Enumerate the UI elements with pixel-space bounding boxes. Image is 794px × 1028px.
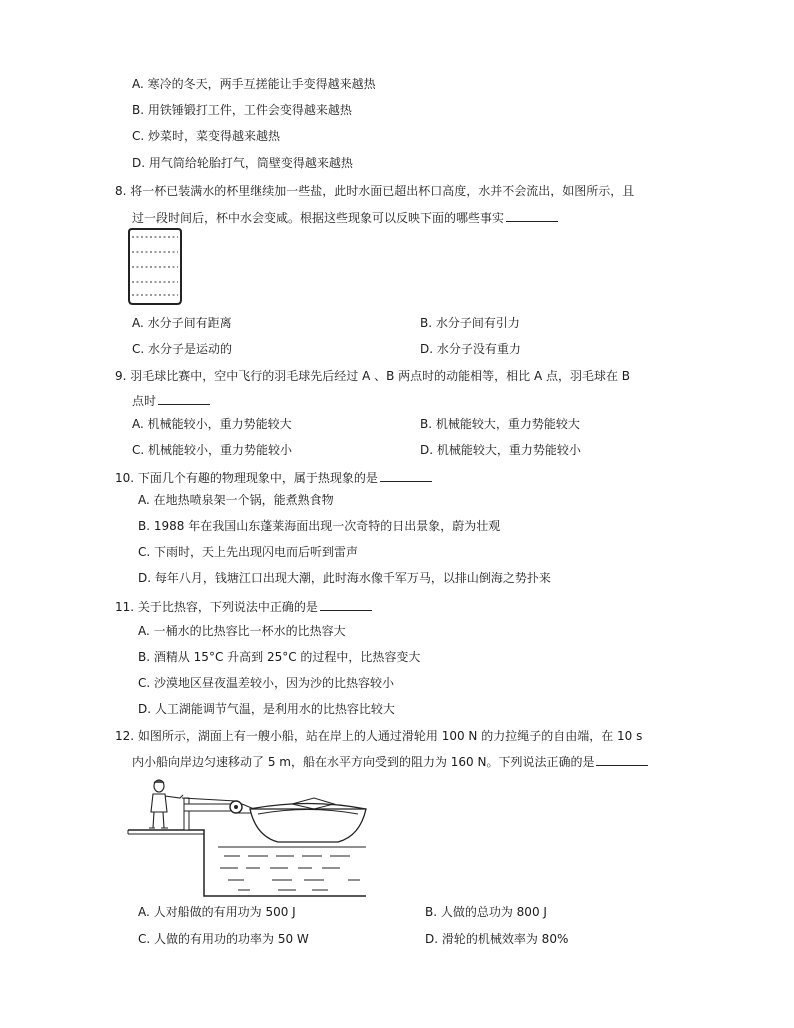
- pulley-beam: [184, 804, 234, 811]
- post: [184, 798, 189, 830]
- q8-option-b: B. 水分子间有引力: [420, 316, 520, 330]
- q11-option-b: B. 酒精从 15°C 升高到 25°C 的过程中，比热容变大: [138, 650, 421, 664]
- q7-option-d: D. 用气筒给轮胎打气，筒壁变得越来越热: [132, 156, 353, 170]
- boat: [250, 798, 366, 842]
- q12-option-a: A. 人对船做的有用功为 500 J: [138, 905, 296, 919]
- q10-option-c: C. 下雨时，天上先出现闪电而后听到雷声: [138, 545, 359, 559]
- q7-option-c: C. 炒菜时，菜变得越来越热: [132, 129, 281, 143]
- answer-blank: [596, 753, 648, 766]
- q10-option-d: D. 每年八月，钱塘江口出现大潮，此时海水像千军万马，以排山倒海之势扑来: [138, 571, 551, 585]
- q8-stem-line2: 过一段时间后，杯中水会变咸。根据这些现象可以反映下面的哪些事实: [132, 209, 558, 226]
- q12-option-b: B. 人做的总功为 800 J: [425, 905, 547, 919]
- q7-option-a: A. 寒冷的冬天，两手互搓能让手变得越来越热: [132, 77, 376, 91]
- q10-option-b: B. 1988 年在我国山东蓬莱海面出现一次奇特的日出景象，蔚为壮观: [138, 519, 501, 533]
- q12-option-d: D. 滑轮的机械效率为 80%: [425, 932, 569, 946]
- answer-blank: [320, 598, 372, 611]
- answer-blank: [380, 469, 432, 482]
- q9-option-b: B. 机械能较大，重力势能较大: [420, 417, 580, 431]
- q8-option-d: D. 水分子没有重力: [420, 342, 521, 356]
- q11-option-a: A. 一桶水的比热容比一杯水的比热容大: [138, 624, 346, 638]
- q9-stem-line1: 9. 羽毛球比赛中，空中飞行的羽毛球先后经过 A 、B 两点时的动能相等，相比 A 点，羽毛球在 B: [115, 369, 631, 383]
- q11-option-d: D. 人工湖能调节气温，是利用水的比热容比较大: [138, 702, 395, 716]
- rope: [182, 798, 236, 801]
- q9-option-d: D. 机械能较大，重力势能较小: [420, 443, 581, 457]
- person-figure: [149, 780, 183, 828]
- q9-option-a: A. 机械能较小，重力势能较大: [132, 417, 292, 431]
- cup-figure: [126, 228, 186, 308]
- q8-option-a: A. 水分子间有距离: [132, 316, 232, 330]
- boat-pulley-figure: [128, 776, 378, 902]
- q12-stem-line2: 内小船向岸边匀速移动了 5 m，船在水平方向受到的阻力为 160 N。下列说法正确的是: [132, 753, 648, 770]
- q10-option-a: A. 在地热喷泉架一个锅，能煮熟食物: [138, 493, 334, 507]
- q10-stem: 10. 下面几个有趣的物理现象中，属于热现象的是: [115, 469, 432, 486]
- q12-option-c: C. 人做的有用功的功率为 50 W: [138, 932, 309, 946]
- q12-stem-line1: 12. 如图所示，湖面上有一艘小船，站在岸上的人通过滑轮用 100 N 的力拉绳子的自由端，在 10 s: [115, 729, 643, 743]
- q11-stem: 11. 关于比热容，下列说法中正确的是: [115, 598, 372, 615]
- q9-stem-line2: 点时: [132, 392, 210, 409]
- q9-option-c: C. 机械能较小，重力势能较小: [132, 443, 293, 457]
- q11-option-c: C. 沙漠地区昼夜温差较小，因为沙的比热容较小: [138, 676, 395, 690]
- answer-blank: [506, 209, 558, 222]
- answer-blank: [158, 392, 210, 405]
- q8-option-c: C. 水分子是运动的: [132, 342, 233, 356]
- q8-stem-line1: 8. 将一杯已装满水的杯里继续加一些盐，此时水面已超出杯口高度，水并不会流出，如图所示，且: [115, 184, 635, 198]
- water-surface: [218, 847, 366, 890]
- q7-option-b: B. 用铁锤锻打工件，工件会变得越来越热: [132, 103, 352, 117]
